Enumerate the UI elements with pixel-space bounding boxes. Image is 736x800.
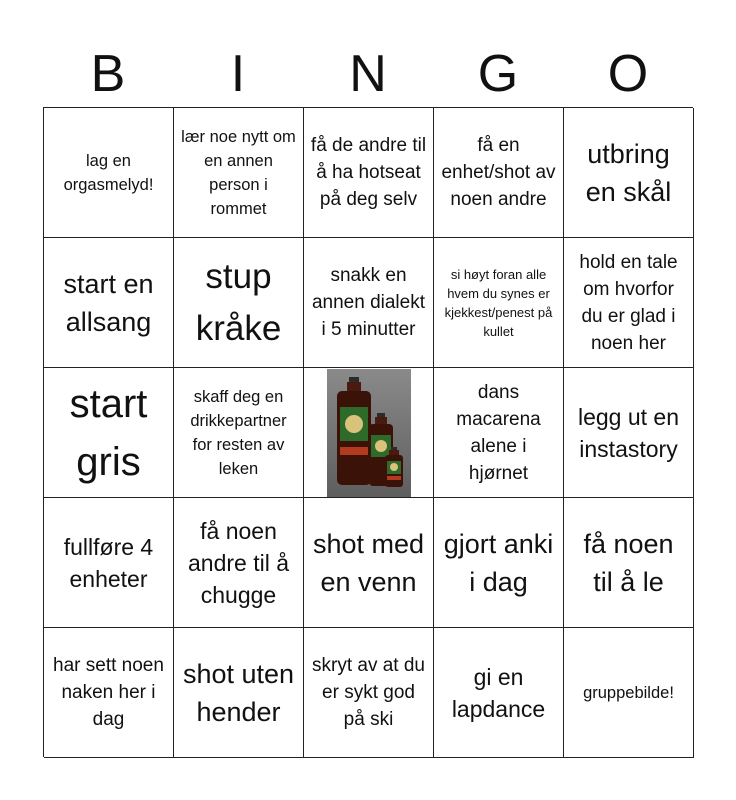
cell-text: få en enhet/shot av noen andre (441, 135, 556, 210)
bingo-cell-r1-c4[interactable] (564, 238, 694, 368)
cell-text: start gris (69, 381, 148, 484)
cell-text: snakk en annen dialekt i 5 minutter (311, 265, 426, 340)
bingo-header (43, 40, 693, 108)
header-letter-n: N (349, 45, 387, 103)
bingo-board (43, 107, 693, 757)
bingo-cell-free-space[interactable] (304, 368, 434, 498)
bingo-cell-r2-c3[interactable] (434, 368, 564, 498)
cell-text: har sett noen naken her i dag (53, 655, 164, 730)
bingo-cell-r1-c3[interactable] (434, 238, 564, 368)
bingo-cell-r4-c3[interactable] (434, 628, 564, 758)
cell-text: få de andre til å ha hotseat på deg selv (310, 135, 427, 210)
cell-text: shot med en venn (312, 528, 425, 597)
bingo-cell-r4-c4[interactable] (564, 628, 694, 758)
header-letter-g: G (477, 45, 519, 103)
bingo-cell-r3-c3[interactable] (434, 498, 564, 628)
bingo-cell-r2-c4[interactable] (564, 368, 694, 498)
cell-text: dans macarena alene i hjørnet (456, 381, 541, 484)
header-letter-b: B (90, 45, 126, 103)
bingo-cell-r0-c0[interactable] (44, 108, 174, 238)
cell-text: få noen til å le (583, 528, 674, 597)
bingo-cell-r3-c2[interactable] (304, 498, 434, 628)
cell-text: gjort anki i dag (443, 528, 554, 597)
cell-text: utbring en skål (585, 138, 672, 207)
cell-text: gruppebilde! (583, 683, 674, 702)
bingo-cell-r3-c4[interactable] (564, 498, 694, 628)
cell-text: fullføre 4 enheter (63, 533, 154, 592)
bingo-cell-r4-c0[interactable] (44, 628, 174, 758)
bingo-cell-r0-c4[interactable] (564, 108, 694, 238)
cell-text: start en allsang (63, 268, 154, 337)
bingo-cell-r4-c2[interactable] (304, 628, 434, 758)
bingo-cell-r0-c2[interactable] (304, 108, 434, 238)
liquor-bottles-image (327, 369, 411, 497)
header-letter-o: O (607, 45, 649, 103)
cell-text: få noen andre til å chugge (187, 517, 289, 608)
bingo-cell-r4-c1[interactable] (174, 628, 304, 758)
cell-text: legg ut en instastory (577, 403, 680, 462)
bingo-cell-r1-c2[interactable] (304, 238, 434, 368)
header-letter-i: I (230, 45, 246, 103)
cell-text: si høyt foran alle hvem du synes er kjekkest/penest på kullet (444, 266, 553, 339)
cell-text: shot uten hender (182, 658, 295, 727)
bingo-cell-r3-c0[interactable] (44, 498, 174, 628)
cell-text: lær noe nytt om en annen person i rommet (181, 127, 296, 218)
bingo-cell-r0-c3[interactable] (434, 108, 564, 238)
bingo-cell-r1-c0[interactable] (44, 238, 174, 368)
cell-text: lag en orgasmelyd! (63, 151, 154, 194)
cell-text: skryt av at du er sykt god på ski (312, 655, 425, 730)
cell-text: gi en lapdance (451, 663, 546, 722)
cell-text: hold en tale om hvorfor du er glad i noen her (579, 251, 678, 354)
bingo-cell-r1-c1[interactable] (174, 238, 304, 368)
bingo-cell-r0-c1[interactable] (174, 108, 304, 238)
bingo-cell-r2-c1[interactable] (174, 368, 304, 498)
cell-text: skaff deg en drikkepartner for resten av leken (190, 387, 287, 478)
cell-text: stup kråke (195, 256, 282, 348)
bingo-cell-r2-c0[interactable] (44, 368, 174, 498)
bingo-cell-r3-c1[interactable] (174, 498, 304, 628)
